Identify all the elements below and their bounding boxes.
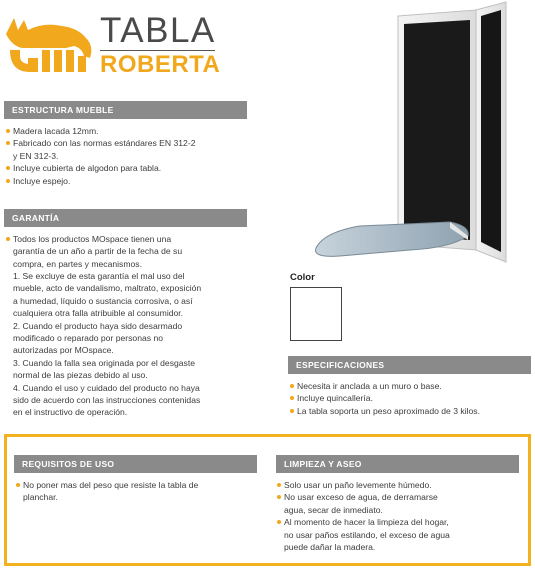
bullet-dot	[290, 384, 294, 388]
bullet-dot	[6, 237, 10, 241]
garantia-lead-list	[6, 233, 251, 270]
bullet-dot	[277, 483, 281, 487]
list-item-text: Fabricado con las normas estándares EN 312-2 y EN 312-3.	[13, 138, 196, 161]
bullet-dot	[277, 520, 281, 524]
list-item-text: Incluye quincallería.	[297, 393, 373, 404]
list-item	[16, 479, 256, 504]
list-item	[6, 125, 246, 137]
bullet-dot	[6, 179, 10, 183]
list-item	[277, 516, 517, 553]
bullet-dot	[6, 166, 10, 170]
list-item	[6, 162, 246, 174]
rhino-gm-logo-icon	[4, 12, 96, 74]
limpieza-header: LIMPIEZA Y ASEO	[276, 455, 519, 473]
list-item	[6, 175, 246, 187]
list-item-text: Al momento de hacer la limpieza del hogar, no usar paños estilando, el exceso de agua puede dañar la madera.	[284, 517, 450, 553]
list-item-text: Solo usar un paño levemente húmedo.	[284, 480, 432, 490]
color-label: Color	[290, 272, 315, 283]
brand-subtitle: ROBERTA	[100, 51, 221, 78]
list-item	[290, 380, 530, 392]
requisitos-list	[16, 479, 256, 504]
list-item	[6, 233, 251, 270]
bullet-dot	[16, 483, 20, 487]
list-item	[290, 392, 530, 404]
list-item	[277, 479, 517, 491]
estructura-header: ESTRUCTURA MUEBLE	[4, 101, 247, 119]
estructura-list	[6, 125, 246, 187]
brand-title: TABLA	[100, 11, 216, 50]
bullet-dot	[290, 409, 294, 413]
garantia-lead-text: Todos los productos MOspace tienen una garantía de un año a partir de la fecha de su compra, en partes y mecanismos.	[13, 234, 183, 269]
limpieza-list	[277, 479, 517, 553]
list-item-text: Madera lacada 12mm.	[13, 126, 99, 136]
list-item-text: No usar exceso de agua, de derramarse agua, secar de inmediato.	[284, 492, 438, 515]
bullet-dot	[6, 141, 10, 145]
ironing-board-cabinet-image	[300, 0, 530, 270]
list-item	[277, 491, 517, 516]
list-item-text: Necesita ir anclada a un muro o base.	[297, 381, 442, 391]
list-item	[290, 405, 530, 417]
bullet-dot	[277, 495, 281, 499]
list-item	[6, 137, 246, 162]
list-item-text: Incluye espejo.	[13, 175, 71, 186]
garantia-header: GARANTÍA	[4, 209, 247, 227]
list-item-text: No poner mas del peso que resiste la tabla de planchar.	[23, 480, 199, 503]
requisitos-header: REQUISITOS DE USO	[14, 455, 257, 473]
garantia-conditions: 1. Se excluye de esta garantía el mal uso del mueble, acto de vandalismo, maltrato, exposición a humedad, líquido o sustancia corrosiva, o así cualquiera otra falla atribuible al consumidor. 2. Cuando el producto haya sido desarmado modificado o reparado por personas no autorizadas por MOspace. 3. Cuando la falla sea originada por el desgaste normal de las piezas debido al uso. 4. Cuando el uso y cuidado del producto no haya sido de acuerdo con las instrucciones contenidas en el instructivo de operación.	[13, 271, 202, 418]
especificaciones-header: ESPECIFICACIONES	[288, 356, 531, 374]
list-item-text: Incluye cubierta de algodon para tabla.	[13, 163, 162, 174]
color-swatch-white	[290, 287, 342, 341]
especificaciones-list	[290, 380, 530, 417]
bullet-dot	[290, 396, 294, 400]
bullet-dot	[6, 129, 10, 133]
list-item-text: La tabla soporta un peso aproximado de 3 kilos.	[297, 405, 480, 416]
